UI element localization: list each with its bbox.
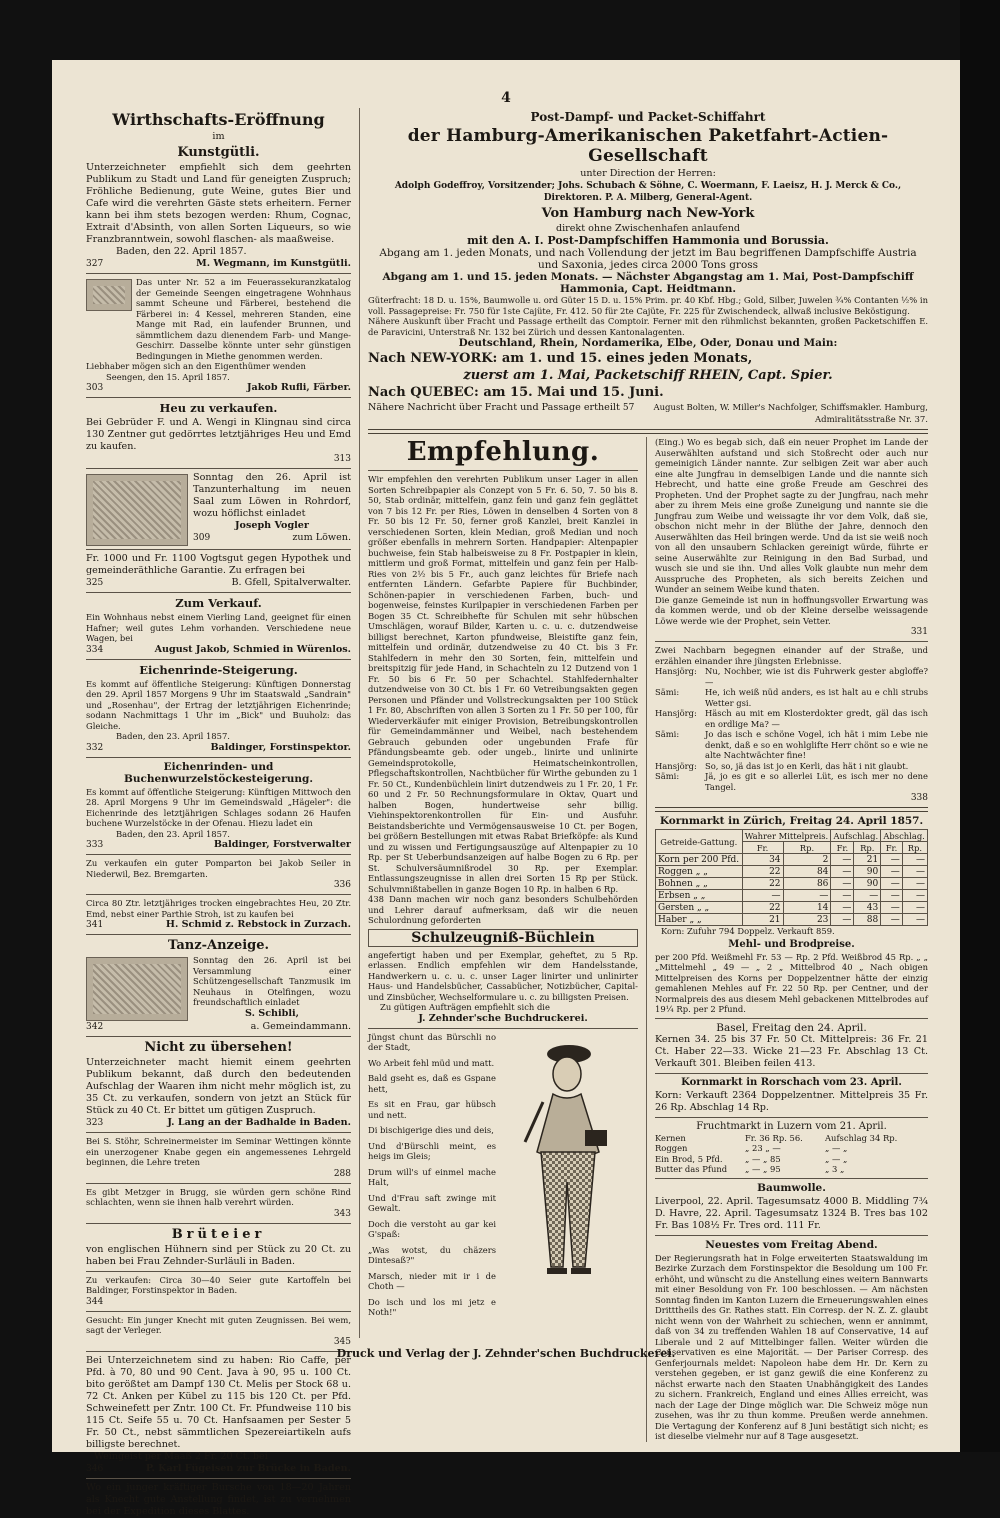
luz-cell: Aufschlag 34 Rp. (825, 1132, 898, 1143)
dialog-speaker: Sämi: (655, 729, 680, 739)
nicht-sign: J. Lang an der Badhalde in Baden. (167, 1117, 351, 1128)
haus-extra: Liebhaber mögen sich an den Eigenthümer wenden (86, 361, 306, 371)
empf-body2 (368, 894, 638, 926)
korn-subheader: Rp. (902, 842, 927, 854)
table-row (656, 890, 928, 902)
dancers-illustration-icon (86, 474, 188, 546)
table-cell: — (854, 890, 881, 902)
luz-row (655, 1164, 928, 1175)
dialog-speaker: Hansjörg: (655, 708, 697, 718)
dialog-speaker: Hansjörg: (655, 760, 697, 771)
luz-row (655, 1154, 928, 1165)
vogt-sign-row (86, 577, 351, 589)
divider (86, 934, 351, 935)
divider (86, 1132, 351, 1133)
tanz2-num: 342 (86, 1022, 104, 1032)
schul-body: angefertigt haben und per Exemplar, geheftet, zu 5 Rp. erlassen. Endlich empfehlen wir dem Handelsstande, Handwerkern u. c. u. c. unser Lager linirter und unlinirter Haus- und Handelsbücher, Cassabücher, Notizbücher, Capital- und Zinsbücher, Wechselformulare u. c. zu billigsten Preisen. (368, 949, 638, 1002)
table-cell: 22 (742, 866, 783, 878)
poem-line-1: Wo Arbeit fehl müd und matt. (368, 1057, 495, 1068)
poem-line-10: Marsch, nieder mit ir i de Choth — (368, 1270, 496, 1291)
divider (368, 429, 928, 434)
table-cell: 90 (854, 878, 881, 890)
tanz1-body: Sonntag den 26. April ist Tanzunterhaltung im neuen Saal zum Löwen in Rohrdorf, wozu höflichst einladet (193, 472, 351, 519)
stroh-body: Circa 80 Ztr. letztjähriges trocken eingebrachtes Heu, 20 Ztr. Emd, nebst einer Parthie Stroh, ist zu kaufen bei (86, 898, 351, 919)
stoehr-num: 288 (333, 1168, 351, 1179)
table-cell: — (831, 914, 854, 926)
eich-sign-row (86, 742, 351, 754)
packet-l8: Abgang am 1. jeden Monats, und nach Vollendung der jetzt im Bau begriffenen Dampfschiffe Austria und Saxonia, jedes circa 2000 Tons gross (379, 247, 917, 271)
eich-sign: Baldinger, Forstinspektor. (210, 741, 351, 753)
divider (655, 1178, 928, 1179)
empf-num: 438 (368, 894, 384, 904)
poem-line-9: „Was wotst, du chäzers Dintesaß?" (368, 1244, 496, 1265)
eich-date: Baden, den 23. April 1857. (116, 731, 230, 741)
packet-l5: Von Hamburg nach New-York (541, 206, 755, 221)
dialog-line (655, 729, 928, 761)
schul-title: Schulzeugniß-Büchlein (368, 929, 638, 947)
stroh-sign: H. Schmid z. Rebstock in Zurzach. (165, 919, 351, 930)
dance-illustration-icon (86, 957, 188, 1021)
table-cell: Roggen „ „ (656, 866, 743, 878)
empf-body2-text: Dann machen wir noch ganz besonders Schulbehörden und Lehrer darauf aufmerksam, daß wir die neuen Schulordnung geforderten (368, 894, 639, 925)
table-cell: 14 (783, 902, 831, 914)
column-divider (359, 108, 360, 1338)
divider (86, 1271, 351, 1272)
rind-body: Es gibt Metzger in Brugg, sie würden gern schöne Rind schlachten, wenn sie ihnen halb verehrt würden. (86, 1186, 351, 1207)
table-cell: — (831, 866, 854, 878)
divider (655, 1073, 928, 1074)
subcolumn-b (647, 437, 928, 1442)
eich-num: 332 (86, 742, 104, 753)
poem-line-11: Do isch und los mi jetz e Noth!" (368, 1296, 496, 1317)
table-cell: 22 (742, 902, 783, 914)
basel-title: Basel, Freitag den 24. April. (716, 1021, 867, 1034)
tanz2-title: Tanz-Anzeige. (167, 938, 270, 953)
table-cell: — (831, 890, 854, 902)
baum-title: Baumwolle. (757, 1181, 826, 1194)
luz-cell: „ — „ 85 (745, 1153, 781, 1164)
divider (86, 549, 351, 550)
buch-sign-row (86, 839, 351, 851)
buch-date: Baden, den 23. April 1857. (116, 828, 230, 839)
table-cell: Korn per 200 Pfd. (656, 854, 743, 866)
table-row (656, 878, 928, 890)
luz-cell: Roggen (655, 1143, 688, 1153)
packet-l15: Nach QUEBEC: am 15. Mai und 15. Juni. (368, 385, 664, 400)
table-cell: — (902, 914, 927, 926)
divider (86, 592, 351, 593)
tanz2-body: Sonntag den 26. April ist bei Versammlung einer Schützengesellschaft Tanzmusik im Neuhaus in Otelfingen, wozu freundschaftlich einladet (193, 955, 351, 1007)
buch-body: Es kommt auf öffentliche Steigerung: Künftigen Mittwoch den 28. April Morgens 9 Uhr im Gemeindswald „Hägeler": die Eichenrinde des letztjährigen Schlages sodann 26 Haufen buchene Wurzelstöcke in der Ofenau. Hiezu ladet ein (86, 786, 351, 828)
dialog-speaker: Hansjörg: (655, 666, 697, 676)
wein-sign: P. Karl Fügeisen zur Brücke in Baden. (145, 1462, 351, 1474)
table-cell: 43 (854, 902, 881, 914)
neu-body: Der Regierungsrath hat in Folge erweiterten Staatswaldung im Bezirke Zurzach dem Forstinspektor die Besoldung um 100 Fr. erhöht, und wünscht zu die Anstellung eines weitern Bannwarts mit einer Besoldung von Fr. 100 beschlossen. — Am nächsten Sonntag finden im Kanton Luzern die Erneuerungswahlen eines Dritttheils des Gr. Rathes statt. Ein Corresp. der N. Z. Z. glaubt nicht wenn von der Wahrheit zu schiechen, wenn er annimmt, daß von 34 zu treffenden Wahlen 18 auf Conservative, 14 auf Liberale und 2 auf Mittelbinger fallen. Weiter würden die Conservativen es eine Majorität. — Der Pariser Corresp. des Genferjournals meldet: Napoleon habe dem Hr. Dr. Kern zu verstehen gegeben, er ist ganz gewiß die eine Konferenz zu nächst erwarte nach den Staaten Unabhängigkeit des Landes zu sichern. Frankreich, England und eines Allies erreicht, was nach der Lage der Dinge möglich war. Die Schweiz möge nun zusehen, was ihr zu thun komme. Preußen werde annehmen. Die Vertagung der Konferenz auf 8 Juni bestätigt sich nicht; es ist dieselbe vielmehr nur auf 8 Tage ausgesetzt. (655, 1252, 928, 1441)
pomp-num: 336 (333, 880, 351, 890)
buch-sign: Baldinger, Forstverwalter (213, 839, 351, 850)
nicht-body: Unterzeichneter macht hiemit einem geehrten Publikum bekannt, daß durch den bedeutenden Aufschlag der Waaren ihm nicht mehr möglich ist, zu 35 Ct. zu verkaufen, sondern von jetzt an Stück für Stück zu 40 Ct. Er bittet um gütigen Zuspruch. (86, 1057, 351, 1116)
divider (86, 1036, 351, 1037)
wirth-date: Baden, den 22. April 1857. (116, 246, 247, 257)
kart-body: Zu verkaufen: Circa 30—40 Seier gute Kartoffeln bei Baldinger, Forstinspektor in Baden. (86, 1274, 351, 1295)
empf-title: Empfehlung. (406, 437, 600, 467)
dialog-text: He, ich weiß nüd anders, es ist halt au e chli strubs Wetter gsi. (705, 687, 928, 708)
table-cell: — (881, 914, 903, 926)
dialog-text: Nu, Nochber, wie ist dis Fuhrwerk gester abgloffe? — (705, 666, 928, 687)
divider (86, 1478, 351, 1479)
table-cell: — (881, 890, 903, 902)
table-row (656, 866, 928, 878)
korn-zufuhr: Korn: Zufuhr 794 Doppelz. Verkauft 859. (661, 926, 835, 936)
dialog-line (655, 771, 928, 792)
wirth-num: 327 (86, 259, 104, 269)
prophet-num: 331 (910, 627, 928, 637)
right-lower (368, 437, 928, 1442)
packet-l14: zuerst am 1. Mai, Packetschiff RHEIN, Capt. Spier. (463, 368, 833, 383)
mehl-body: per 200 Pfd. Weißmehl Fr. 53 — Rp. 2 Pfd. Weißbrod 45 Rp. „ „ „Mittelmehl „ 49 — „ 2 „ Mittelbrod 40 „ Nach obigen Mittelpreisen des Korns per Doppelzentner hätte der einzig gemahlenen Mehles auf Fr. 22 50 Rp. per Centner, und der Normalpreis des aus diesem Mehl gebackenen Mittelbrodes auf 19¼ Rp. per 2 Pfund. (655, 951, 928, 1014)
subcolumn-a (368, 437, 647, 1442)
luz-cell: Fr. 36 Rp. 56. (745, 1132, 803, 1143)
knecht-body: Gesucht: Ein junger Knecht mit guten Zeugnissen. Bei wem, sagt der Verleger. (86, 1314, 351, 1335)
brut-body: von englischen Hühnern sind per Stück zu 20 Ct. zu haben bei Frau Zehnder-Surläuli in Baden. (86, 1243, 351, 1267)
poem-line-6: Drum will's uf einmel mache Halt, (368, 1166, 496, 1187)
dialog-text: Jo das isch e schöne Vogel, ich hät i mim Lebe nie denkt, daß e so en wohlglifte Herr chönt so e wie ne alte Nachtwächter fine! (705, 729, 928, 760)
wirth-im: im (212, 131, 225, 142)
bursche-body: Wo ein junger kräftiger Bursche von 18—20 Jahren als Knecht gute Anstellung findet, ist zu vernehmen bei der Expedition dieses Blattes. (86, 1481, 351, 1517)
packet-l12: Deutschland, Rhein, Nordamerika, Elbe, Oder, Donau und Main: (458, 337, 838, 349)
heu-num: 313 (333, 454, 351, 464)
table-cell: Gersten „ „ (656, 902, 743, 914)
haus-sign-row (86, 382, 351, 394)
luz-cell: „ — „ (825, 1143, 848, 1153)
knecht-num: 345 (333, 1336, 351, 1347)
table-cell: 23 (783, 914, 831, 926)
tanz2-sign2: a. Gemeindammann. (250, 1021, 351, 1032)
schul-end: Zu gütigen Aufträgen empfiehlt sich die (380, 1002, 550, 1012)
buch-title: Eichenrinden- und Buchenwurzelstöckesteigerung. (123, 760, 314, 785)
haus-sign: Jakob Rufli, Färber. (247, 382, 351, 393)
wirth-title: Wirthschafts-Eröffnung (112, 110, 325, 129)
stoehr-sign-row (86, 1168, 351, 1180)
poem-line-5: Und d'Bürschli meint, es heigs im Gleis; (368, 1140, 496, 1161)
luz-cell: Ein Brod, 5 Pfd. (655, 1153, 723, 1164)
table-cell: — (902, 866, 927, 878)
dialog-text: So, so, jä das ist jo en Kerli, das hät i nit glaubt. (705, 760, 909, 771)
kauf-title: Zum Verkauf. (175, 596, 262, 610)
haus-num: 303 (86, 383, 104, 393)
poem (368, 1032, 496, 1323)
prophet-body2: Die ganze Gemeinde ist nun in hoffnungsvoller Erwartung was da kommen werde, und ob der Kleine derselbe weissagende Löwe werde wie der Prophet, sein Vetter. (655, 594, 928, 626)
divider (655, 1018, 928, 1019)
kauf-body: Ein Wohnhaus nebst einem Vierling Land, geeignet für einen Hafner; weil gutes Lehm vorhanden. Verschiedene neue Wagen, bei (86, 612, 351, 643)
poem-line-3: Es sit en Frau, gar hübsch und nett. (368, 1099, 496, 1120)
caricature-man-icon (507, 1032, 627, 1282)
packet-l9: Abgang am 1. und 15. jeden Monats. — Nächster Abgangstag am 1. Mai, Post-Dampfschiff Hammonia, Capt. Heidtmann. (382, 271, 914, 295)
poem-block (368, 1032, 638, 1323)
dialog-speaker: Sämi: (655, 687, 680, 697)
heu-body: Bei Gebrüder F. und A. Wengi in Klingnau sind circa 130 Zentner gut gedörrtes letztjähriges Heu und Emd zu kaufen. (86, 417, 351, 452)
kart-num: 344 (86, 1296, 104, 1307)
dialog-speaker: Sämi: (655, 771, 680, 781)
knecht-sign-row (86, 1336, 351, 1348)
empf-body: Wir empfehlen den verehrten Publikum unser Lager in allen Sorten Schreibpapier als Conzept von 5 Fr. 6. 50, 7. 50 bis 8. 50, Stab ordinär, mittelfein, ganz fein und ganz fein geglättet von 7 bis 12 Fr. per Ries, Löwen in denselben 4 Sorten von 8 Fr. 50 bis 12 Fr. 50, ferner groß Kanzlei, breit Kanzlei in verschiedenen Sorten, klein Median, groß Median und noch größer ebenfalls in mehrern Sorten. Handpapier: Altenpapier buchweise, fein Stab halbeisweise zu 8 Fr. Postpapier in klein, mittlerm und groß Format, mittelfein und ganz fein per Halb-Ries von 2½ bis 5 Fr., auch ganz leichtes für Briefe nach entfernten Ländern. Gefarbte Papiere für Buchbinder, Schönen-papier in verschiedenen Farben, buch- und bogenweise, feinstes Kurilpapier in verschiedenen Farben per Bogen 35 Ct. Schreibhefte für Schulen mit sehr hübschen Umschlägen, worauf Bilder, Karten u. c. u. c. dutzendweise billigst berechnet, Karton pfundweise, Bleistifte ganz fein, mittelfein und ordinär, dutzendweise zu 40 Ct. bis 3 Fr. Stahlfedern in mehr den 30 Sorten, fein, mittelfein und breitspitzig für jede Hand, in Schachteln zu 12 Dutzend von 1 Fr. 50 bis 6 Fr. 50 per Schachtel. Stahlfedernhalter dutzendweise von 30 Ct. bis 1 Fr. 60 Vetreibungsakten gegen Personen und Pfänder und Vollstreckungsakten per 100 Stück 1 Fr. 80, Abschriften von allen 3 Sorten zu 1 Fr. 50 per 100, für Wiederverkäufer mit einiger Provision, Betreibungskontrollen für Gemeindammänner und Weibel, nach bestehendem Gebrauch gebunden oder ungebunden Frafe für Pfändungsbeamte geb. oder ungeb., linirte und unlinirte Gemeindsprotokolle, Heimatscheinkontrollen, Pflegschaftskontrollen, Nachtbücher für Wirthe gebunden zu 1 Fr. 50 Ct., Kundenbüchlein linirt dutzendweis zu 1 Fr. 20, 1 Fr. 60 und 2 Fr. 50 Rechnungsformulare in Oktav, Quart und halben Bogen, hundertweise sehr billig. Viehinspektorenkontrollen für Ein- und Ausfuhr. Beistandsberichte und Vermögensausweise 10 Ct. per Bogen, bei größern Bestellungen mit etwas Rabat Briefköpfe: als Kund und zu wissen und Fertigungsauszüge auf Altenpapier zu 10 Rp. per St Ueberbundsanzeigen auf halbe Bogen zu 6 Rp. per St. Schulversäumnißrodel 30 Rp. per Exemplar. Entlassungszeugnisse in allen drei Sorten 15 Rp per Stück. Schulvmnißtabellen in ganze Bogen 10 Rp. in halben 6 Rp. (368, 474, 638, 894)
table-cell: Haber „ „ (656, 914, 743, 926)
baum-body: Liverpool, 22. April. Tagesumsatz 4000 B. Middling 7¾ D. Havre, 22. April. Tagesumsatz 1324 B. Tres bas 102 Fr. Bas 108½ Fr. Tres ord. 111 Fr. (655, 1195, 928, 1231)
divider (86, 894, 351, 895)
stoehr-body: Bei S. Stöhr, Schreinermeister im Seminar Wettingen könnte ein unerzogener Knabe gegen ein angemessenes Lehrgeld beginnen, die Lehre treten (86, 1136, 351, 1167)
prophet-sign-row (655, 626, 928, 638)
table-cell: — (831, 854, 854, 866)
rorsch-title: Kornmarkt in Rorschach vom 23. April. (681, 1076, 902, 1088)
vogt-sign: B. Gfell, Spitalverwalter. (231, 577, 351, 588)
rind-sign-row (86, 1208, 351, 1220)
wirth-body: Unterzeichneter empfiehlt sich dem geehrten Publikum zu Stadt und Land für geneigten Zuspruch; Fröhliche Bedienung, gute Weine, gutes Bier und Cafe wird die verehrten Gäste stets erheitern. Ferner kann bei ihm stets bezogen werden: Rhum, Cognac, Extrait d'Absinth, von allen Sorten Liqueurs, so wie Franzbranntwein, sowohl flaschen- als maaßweise. (86, 162, 351, 245)
poem-line-7: Und d'Frau saft zwinge mit Gewalt. (368, 1192, 496, 1213)
table-cell: — (742, 890, 783, 902)
dialog-line (655, 761, 928, 772)
poem-line-0: Jüngst chunt das Bürschli no der Stadt, (368, 1031, 496, 1052)
table-cell: 21 (854, 854, 881, 866)
tanz2-ad (86, 955, 351, 1021)
table-cell: Bohnen „ „ (656, 878, 743, 890)
rind-num: 343 (333, 1208, 351, 1219)
dialog-intro: Zwei Nachbarn begegnen einander auf der Straße, und erzählen einander ihre jüngsten Erlebnisse. (655, 645, 928, 666)
luz-title: Fruchtmarkt in Luzern vom 21. April. (696, 1120, 887, 1132)
wirth-place: Kunstgütli. (177, 145, 260, 160)
packet-l3: unter Direction der Herren: (580, 168, 716, 179)
wein-num: 346 (86, 1463, 104, 1474)
rorsch-body: Korn: Verkauft 2364 Doppelzentner. Mittelpreis 35 Fr. 26 Rp. Abschlag 14 Rp. (655, 1089, 928, 1113)
luz-cell: Kernen (655, 1132, 686, 1143)
nicht-title: Nicht zu übersehen! (144, 1040, 293, 1055)
vogt-num: 325 (86, 578, 104, 588)
table-row (656, 914, 928, 926)
luz-cell: „ 3 „ (825, 1164, 845, 1174)
page-number: 4 (501, 90, 511, 106)
scan-edge (960, 0, 1000, 1452)
korn-subheader: Rp. (783, 842, 831, 854)
table-cell: — (831, 878, 854, 890)
dialog-sign-row (655, 792, 928, 804)
mehl-title: Mehl- und Brodpreise. (728, 938, 855, 950)
korn-header: Abschlag. (881, 830, 928, 842)
tanz1-ad (86, 472, 351, 546)
kart-sign-row (86, 1296, 351, 1308)
haus-ad (86, 277, 351, 361)
table-cell: 88 (854, 914, 881, 926)
divider (368, 470, 638, 471)
eich-title: Eichenrinde-Steigerung. (139, 662, 298, 677)
haus-date: Seengen, den 15. April 1857. (106, 371, 230, 382)
packet-l4: Adolph Godeffroy, Vorsitzender; Johs. Schubach & Söhne, C. Woermann, F. Laeisz, H. J. Merck & Co., Direktoren. P. A. Milberg, General-Agent. (394, 181, 902, 203)
table-row (656, 854, 928, 866)
packet-sign: August Bolten, W. Miller's Nachfolger, Schiffsmakler. Hamburg, Admiralitätsstraße Nr. 37. (653, 403, 928, 425)
table-cell: — (902, 854, 927, 866)
kauf-sign-row (86, 644, 351, 656)
pomp-body: Zu verkaufen ein guter Pomparton bei Jakob Seiler in Niederwil, Bez. Bremgarten. (86, 858, 351, 879)
haus-body: Das unter Nr. 52 a im Feuerassekuranzkatalog der Gemeinde Seengen eingetragene Wohnhaus sammt Scheune und Färberei, bestehend die Färberei in: 4 Kessel, mehreren Standen, eine Mange mit Rad, ein laufender Brunnen, und sämmtlichem dazu dienendem Farb- und Mange-Geschirr. Dasselbe könnte unter sehr günstigen Bedingungen in Miethe genommen werden. (136, 277, 351, 361)
wirth-sign-row (86, 258, 351, 270)
wein-body: Weingeist per Maaß 2 Fr. 20 Ct. bei (94, 1450, 268, 1462)
divider (86, 854, 351, 855)
table-cell: 90 (854, 866, 881, 878)
poem-line-8: Doch die verstoht au gar kei G'spaß: (368, 1218, 496, 1239)
packet-sign-row (368, 402, 928, 426)
luz-row (655, 1133, 928, 1144)
divider (655, 1235, 928, 1236)
tanz1-sign2: zum Löwen. (292, 532, 351, 543)
table-cell: — (831, 902, 854, 914)
divider (86, 397, 351, 398)
tanz2-sign: S. Schibli, (245, 1007, 299, 1019)
luz-row (655, 1143, 928, 1154)
table-cell: — (902, 890, 927, 902)
kauf-num: 334 (86, 644, 104, 655)
caricature-figure (496, 1032, 638, 1323)
table-cell: — (783, 890, 831, 902)
table-cell: — (881, 866, 903, 878)
dialog-line (655, 666, 928, 687)
heu-title: Heu zu verkaufen. (159, 401, 278, 415)
table-cell: 84 (783, 866, 831, 878)
divider (86, 1311, 351, 1312)
table-cell: 2 (783, 854, 831, 866)
eich-body: Es kommt auf öffentliche Steigerung: Künftigen Donnerstag den 29. April 1857 Morgens 9 Uhr im Staatswald „Sandrain" und „Rosenhau", der Ertrag der letztjährigen Eichenrinde; sodann Nachmittags 1 Uhr im „Bick" und Buuholz: das Gleiche. (86, 678, 351, 731)
korn-subheader: Fr. (742, 842, 783, 854)
korn-table (655, 829, 928, 926)
divider (655, 807, 928, 812)
korn-subheader: Fr. (881, 842, 903, 854)
dialog-num: 338 (910, 793, 928, 803)
footer-imprint: Druck und Verlag der J. Zehnder'schen Buchdruckerei. (336, 1347, 676, 1360)
divider (86, 659, 351, 660)
poem-line-4: Di bischigerige dies und deis, (368, 1125, 494, 1135)
table-row (656, 902, 928, 914)
table-cell: 34 (742, 854, 783, 866)
packet-l7: mit den A. I. Post-Dampfschiffen Hammonia und Borussia. (467, 234, 829, 247)
luz-table (655, 1133, 928, 1175)
table-cell: — (902, 878, 927, 890)
divider (655, 641, 928, 642)
table-cell: — (881, 854, 903, 866)
luz-cell: Butter das Pfund (655, 1164, 728, 1174)
packet-l10: Güterfracht: 18 D. u. 15%, Baumwolle u. ord Güter 15 D. u. 15% Prim. pr. 40 Kbf. Hbg.; Gold, Silber, Juwelen ¾% Contanten ½% in voll. Passagepreise: Fr. 750 für 1ste Cajüte, Fr. 412. 50 für 2te Cajüte, Fr. 225 für Zwischendeck, allwaß inclusive Beköstigung. (368, 295, 928, 316)
stroh-num: 341 (86, 920, 104, 930)
divider (86, 757, 351, 758)
brut-title: Brüteier (171, 1226, 266, 1242)
vogt-body: Fr. 1000 und Fr. 1100 Vogtsgut gegen Hypothek und gemeinderäthliche Garantie. Zu erfragen bei (86, 553, 351, 576)
left-column (86, 108, 351, 1517)
korn-subheader: Fr. (831, 842, 854, 854)
poem-line-2: Bald gseht es, daß es Gspane hett, (368, 1073, 496, 1094)
korn-subheader: Rp. (854, 842, 881, 854)
caffe-body: Bei Unterzeichnetem sind zu haben: Rio Caffe, per Pfd. à 70, 80 und 90 Cent. Java à 90, 95 u. 100 Ct. bito gerößtet am Dampf 130 Ct. Melis per Stock 68 u. 72 Ct. Anken per Kübel zu 115 bis 120 Ct. per Pfd. Schweinefett per Zntr. 100 Ct. Fr. Pfundweise 110 bis 115 Ct. Seife 55 u. 70 Ct. Hanfsaamen per Sester 5 Fr. 50 Ct., nebst sämmtlichen Spezereiartikeln aufs billigste berechnet. (86, 1354, 351, 1450)
table-cell: 22 (742, 878, 783, 890)
tanz1-sign-row (193, 532, 351, 544)
divider (86, 468, 351, 469)
packet-num: 57 (622, 403, 635, 413)
tanz2-sign-row (86, 1021, 351, 1033)
packet-l11: Nähere Auskunft über Fracht und Passage ertheilt das Comptoir. Ferner mit den rühmlichst bekannten, großen Packetschiffen E. de Paravicini, Unterstraß Nr. 132 bei Zürich und dessen Kantonalagenten. (368, 316, 928, 337)
table-cell: 86 (783, 878, 831, 890)
schul-sign: J. Zehnder'sche Buchdruckerei. (418, 1012, 588, 1024)
korn-header: Wahrer Mittelpreis. (742, 830, 831, 842)
house-illustration-icon (86, 279, 132, 311)
buch-num: 333 (86, 840, 104, 850)
tanz1-num: 309 (193, 533, 211, 543)
korn-title: Kornmarkt in Zürich, Freitag 24. April 1857. (659, 815, 924, 827)
pomp-sign-row (86, 879, 351, 891)
nicht-num: 323 (86, 1118, 104, 1128)
packet-l2: der Hamburg-Amerikanischen Paketfahrt-Actien-Gesellschaft (407, 126, 889, 166)
packet-l6: direkt ohne Zwischenhafen anlaufend (555, 223, 741, 234)
packet-l1: Post-Dampf- und Packet-Schiffahrt (530, 110, 766, 124)
dialog (655, 666, 928, 792)
stroh-sign-row (86, 919, 351, 931)
table-cell: 21 (742, 914, 783, 926)
neu-title: Neuestes vom Freitag Abend. (705, 1238, 878, 1251)
korn-header: Getreide-Gattung. (656, 830, 743, 854)
table-cell: Erbsen „ „ (656, 890, 743, 902)
luz-cell: „ — „ (825, 1153, 848, 1164)
dialog-line (655, 687, 928, 708)
packet-l13: Nach NEW-YORK: am 1. und 15. eines jeden Monats, (368, 351, 753, 366)
nicht-sign-row (86, 1117, 351, 1129)
newspaper-page (52, 60, 960, 1517)
dialog-line (655, 708, 928, 729)
kauf-sign: August Jakob, Schmied in Würenlos. (154, 643, 351, 655)
dialog-text: Häsch au mit em Klosterdokter gredt, gäl das isch en ordlige Ma? — (705, 708, 928, 729)
table-cell: — (881, 902, 903, 914)
divider (368, 1028, 638, 1029)
luz-cell: „ 23 „ — (745, 1143, 781, 1153)
dialog-text: Jä, jo es git e so allerlei Lüt, es isch mer no dene Tangel. (705, 771, 928, 792)
divider (86, 273, 351, 274)
prophet-body: (Eing.) Wo es begab sich, daß ein neuer Prophet im Lande der Auserwählten aufstand und sich Stoßrecht oder auch nur gemeinigich Länder nannte. Zur selbigen Zeit war aber auch eine alte Jungfrau in demselbigen Lande und die nannte sich Hebrecht, und hatte eine große Freude am Geschrei des Propheten. Und der Prophet sagte zu der Jungfrau, nach mehr aber zu ihrem Meis eine große Zuneigung und nannte sie die Jungfrau zum Weibe und weissagte ihr vor dem Volk, daß sie, obschon nicht mehr in der Blüthe der Jahre, dennoch den Auserwählten das Heil bringen werde. Und da ist sie weiß noch von all den unsaubern Schlacken gereinigt würde, führte er seine Auserwählte zur Reinigung in den Bad Surbad, und wusch sie und sie ihn. Und alles Volk glaubte nun mehr dem Ausspruche des Propheten, als sich bereits Zeichen und Wunder an seinem Weibe kund thaten. (655, 437, 928, 594)
basel-body: Kernen 34. 25 bis 37 Fr. 50 Ct. Mittelpreis: 36 Fr. 21 Ct. Haber 22—33. Wicke 21—23 Fr. Abschlag 13 Ct. Verkauft 301. Bleiben feilen 413. (655, 1033, 928, 1069)
packet-l16: Nähere Nachricht über Fracht und Passage ertheilt (368, 402, 620, 413)
divider (86, 1223, 351, 1224)
table-cell: — (902, 902, 927, 914)
korn-header: Aufschlag. (831, 830, 881, 842)
divider (86, 1183, 351, 1184)
wirth-sign: M. Wegmann, im Kunstgütli. (196, 258, 351, 269)
table-cell: — (881, 878, 903, 890)
divider (655, 1117, 928, 1118)
heu-sign-row (86, 453, 351, 465)
tanz1-sign: Joseph Vogler (235, 520, 309, 531)
wein-sign-row (86, 1463, 351, 1475)
luz-cell: „ — „ 95 (745, 1164, 781, 1174)
